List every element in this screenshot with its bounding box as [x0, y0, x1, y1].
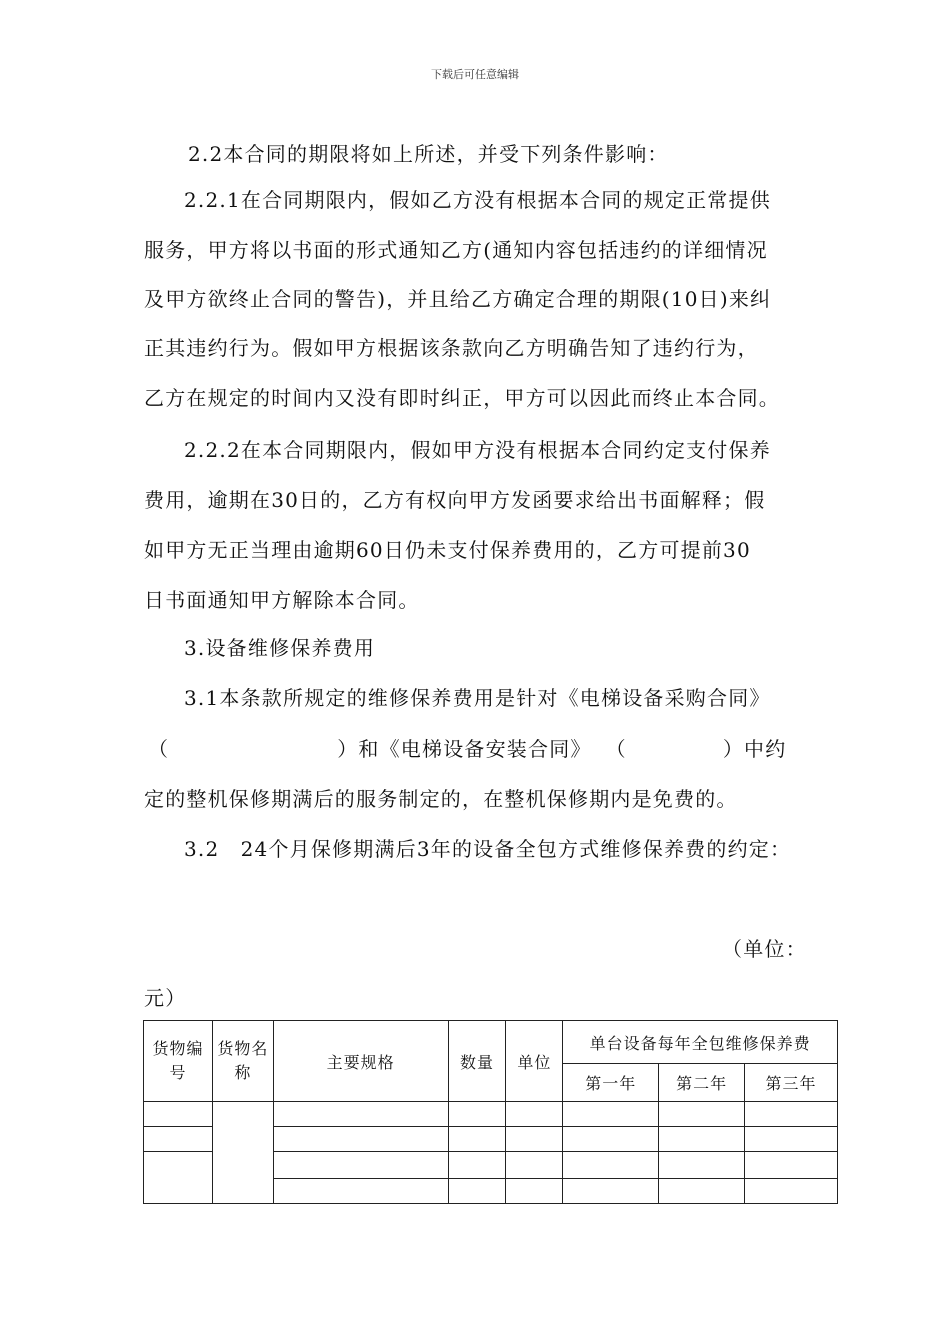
table-cell	[273, 1179, 448, 1204]
col-header-year1: 第一年	[563, 1064, 659, 1102]
col-header-fee-group: 单台设备每年全包维修保养费	[563, 1021, 838, 1064]
paragraph-2-2-2-line4: 日书面通知甲方解除本合同。	[144, 588, 420, 612]
paragraph-3-1-line1: 3.1本条款所规定的维修保养费用是针对《电梯设备采购合同》	[184, 686, 771, 710]
table-cell	[448, 1127, 506, 1152]
table-cell	[448, 1179, 506, 1204]
col-header-item-name: 货物名称	[212, 1021, 273, 1102]
table-cell	[212, 1102, 273, 1204]
paragraph-2-2-1-line4: 正其违约行为。假如甲方根据该条款向乙方明确告知了违约行为，	[144, 336, 759, 360]
table-cell	[506, 1152, 563, 1179]
table-cell	[273, 1102, 448, 1127]
paragraph-2-2-1-line5: 乙方在规定的时间内又没有即时纠正，甲方可以因此而终止本合同。	[144, 386, 780, 410]
table-cell	[563, 1127, 659, 1152]
paragraph-2-2-1-line3: 及甲方欲终止合同的警告)，并且给乙方确定合理的期限(10日)来纠	[144, 287, 772, 311]
paragraph-3-2: 3.2 24个月保修期满后3年的设备全包方式维修保养费的约定：	[184, 837, 792, 861]
table-cell	[659, 1127, 745, 1152]
table-cell	[745, 1127, 838, 1152]
table-cell	[273, 1152, 448, 1179]
section-3-heading: 3.设备维修保养费用	[184, 636, 376, 660]
unit-note-line1: （单位：	[722, 937, 807, 961]
paragraph-2-2-1-line1: 2.2.1在合同期限内，假如乙方没有根据本合同的规定正常提供	[184, 188, 771, 212]
col-header-qty: 数量	[448, 1021, 506, 1102]
blank-open-2: （	[605, 737, 627, 761]
paragraph-3-1-line3: 定的整机保修期满后的服务制定的，在整机保修期内是免费的。	[144, 787, 738, 811]
table-cell	[506, 1102, 563, 1127]
table-cell	[659, 1179, 745, 1204]
paragraph-2-2-2-line1: 2.2.2在本合同期限内，假如甲方没有根据本合同约定支付保养	[184, 438, 771, 462]
table-cell	[659, 1152, 745, 1179]
col-header-unit: 单位	[506, 1021, 563, 1102]
table-row	[144, 1102, 838, 1127]
table-cell	[745, 1152, 838, 1179]
table-cell	[745, 1102, 838, 1127]
table-cell	[563, 1102, 659, 1127]
blank-open-1: （	[148, 737, 170, 761]
paragraph-2-2-2-line2: 费用，逾期在30日的，乙方有权向甲方发函要求给出书面解释；假	[144, 488, 766, 512]
blank-close-2: ）中约	[722, 737, 787, 761]
blank-close-1: ）和《电梯设备安装合同》	[337, 737, 592, 761]
col-header-year2: 第二年	[659, 1064, 745, 1102]
table-cell	[563, 1179, 659, 1204]
col-header-year3: 第三年	[745, 1064, 838, 1102]
table-cell	[563, 1152, 659, 1179]
paragraph-2-2: 2.2本合同的期限将如上所述，并受下列条件影响：	[188, 142, 669, 166]
table-cell	[144, 1127, 213, 1152]
table-cell	[144, 1102, 213, 1127]
table-cell	[448, 1152, 506, 1179]
table-cell	[273, 1127, 448, 1152]
paragraph-2-2-2-line3: 如甲方无正当理由逾期60日仍未支付保养费用的，乙方可提前30	[144, 538, 751, 562]
paragraph-2-2-1-line2: 服务，甲方将以书面的形式通知乙方(通知内容包括违约的详细情况	[144, 238, 768, 262]
table-cell	[144, 1152, 213, 1204]
table-cell	[506, 1179, 563, 1204]
table-cell	[745, 1179, 838, 1204]
table-cell	[659, 1102, 745, 1127]
table-cell	[506, 1127, 563, 1152]
unit-note-line2: 元）	[144, 986, 187, 1010]
table-cell	[448, 1102, 506, 1127]
col-header-spec: 主要规格	[273, 1021, 448, 1102]
maintenance-fee-table	[143, 1020, 838, 1204]
col-header-item-no: 货物编号	[144, 1021, 213, 1102]
page-header: 下载后可任意编辑	[431, 68, 519, 81]
paragraph-3-1-line2	[148, 736, 786, 762]
